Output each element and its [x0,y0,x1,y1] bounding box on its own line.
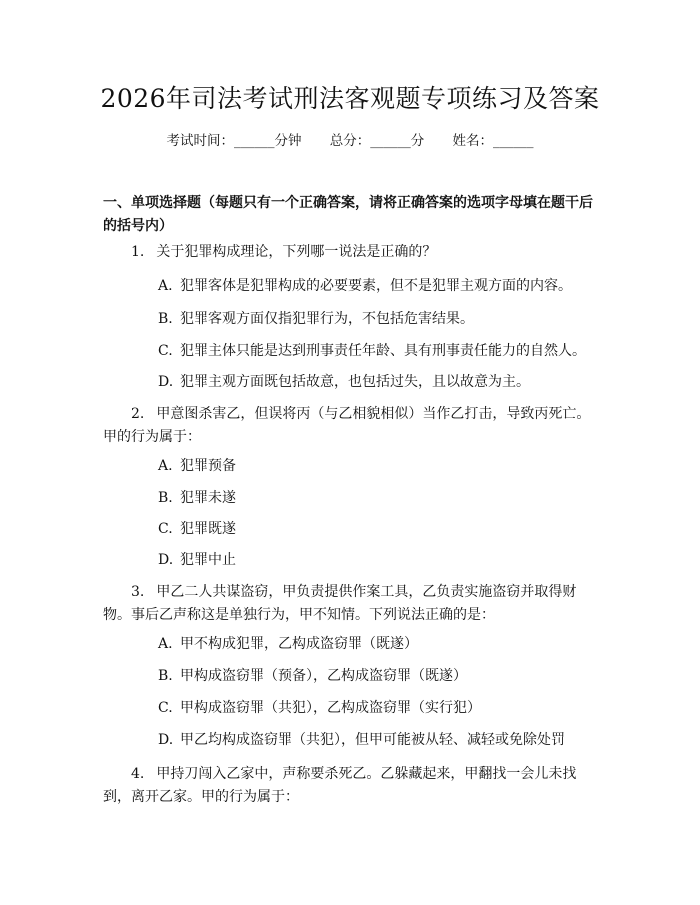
option-letter: D. [158,732,174,748]
option-text: 犯罪未遂 [180,490,236,506]
question-4 [103,763,603,809]
option-letter: C. [158,343,173,359]
question-number: 1. [131,244,145,260]
option-letter: D. [158,374,174,390]
exam-time-field: 考试时间：______分钟 [166,133,302,149]
question-2-option-a [158,456,608,476]
option-letter: A. [158,458,173,474]
question-3 [103,581,603,627]
option-letter: B. [158,668,173,684]
question-2-option-c [158,519,608,539]
question-number: 2. [131,406,145,422]
option-text: 犯罪客体是犯罪构成的必要要素，但不是犯罪主观方面的内容。 [180,278,572,294]
option-text: 犯罪客观方面仅指犯罪行为，不包括危害结果。 [180,311,474,327]
option-text: 犯罪主体只能是达到刑事责任年龄、具有刑事责任能力的自然人。 [180,343,586,359]
option-letter: B. [158,311,173,327]
option-text: 犯罪预备 [180,458,236,474]
section-heading: 一、单项选择题（每题只有一个正确答案，请将正确答案的选项字母填在题干后的括号内） [103,195,593,234]
question-number: 4. [131,766,145,782]
total-score-field: 总分：______分 [329,133,425,149]
option-letter: C. [158,521,173,537]
option-letter: A. [158,278,173,294]
option-text: 犯罪主观方面既包括故意，也包括过失，且以故意为主。 [180,374,530,390]
option-letter: B. [158,490,173,506]
option-text: 甲不构成犯罪，乙构成盗窃罪（既遂） [180,636,418,652]
question-3-option-a [158,634,608,654]
option-text: 甲构成盗窃罪（共犯），乙构成盗窃罪（实行犯） [180,700,481,716]
option-letter: A. [158,636,173,652]
option-letter: D. [158,552,174,568]
question-1-option-a [158,276,608,296]
option-text: 犯罪中止 [180,552,236,568]
option-text: 犯罪既遂 [180,521,236,537]
option-text: 甲构成盗窃罪（预备），乙构成盗窃罪（既遂） [180,668,467,684]
question-2 [103,403,603,449]
question-1-option-d [158,372,608,392]
question-2-option-b [158,488,608,508]
exam-meta-line [0,131,700,151]
option-letter: C. [158,700,173,716]
option-text: 甲乙均构成盗窃罪（共犯），但甲可能被从轻、减轻或免除处罚 [180,732,565,748]
document-title: 2026年司法考试刑法客观题专项练习及答案 [100,84,600,113]
question-3-option-b [158,666,608,686]
question-1-option-b [158,309,608,329]
question-1 [103,241,603,264]
question-stem: 甲意图杀害乙，但误将丙（与乙相貌相似）当作乙打击，导致丙死亡。甲的行为属于： [103,406,591,445]
question-stem: 关于犯罪构成理论，下列哪一说法是正确的？ [156,244,437,260]
question-2-option-d [158,550,608,570]
question-number: 3. [131,584,145,600]
question-stem: 甲持刀闯入乙家中，声称要杀死乙。乙躲藏起来，甲翻找一会儿未找到，离开乙家。甲的行为属于： [103,766,577,805]
question-3-option-d [158,730,608,750]
question-3-option-c [158,698,608,718]
name-field: 姓名：______ [452,133,534,149]
question-stem: 甲乙二人共谋盗窃，甲负责提供作案工具，乙负责实施盗窃并取得财物。事后乙声称这是单独行为，甲不知情。下列说法正确的是： [103,584,577,623]
question-1-option-c [158,341,608,361]
